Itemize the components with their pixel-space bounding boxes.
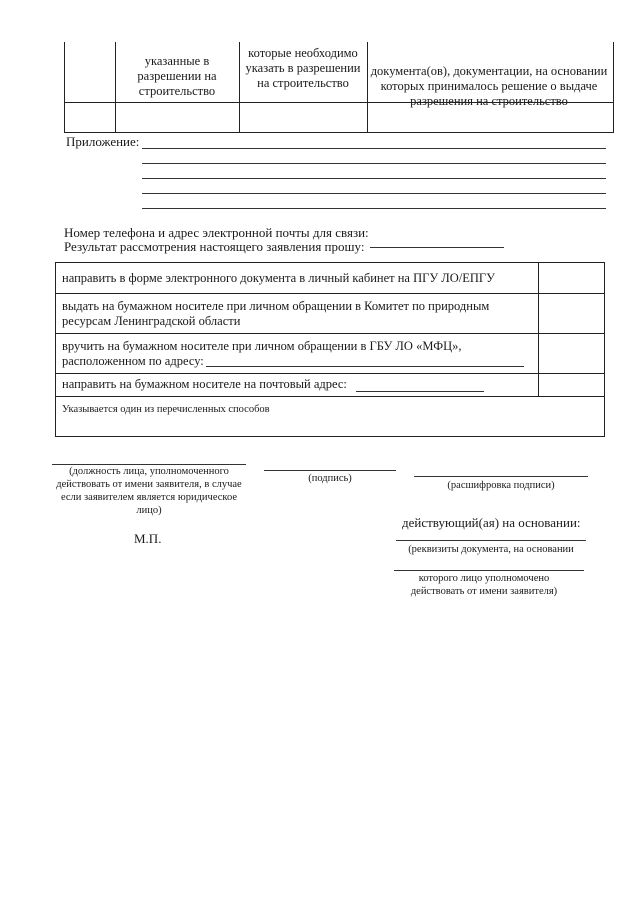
table-row-divider	[65, 102, 613, 103]
signature-line[interactable]	[264, 470, 396, 471]
contact-input-line[interactable]	[370, 247, 504, 248]
attachment-line-2[interactable]	[142, 163, 606, 164]
attachment-line-1[interactable]	[142, 148, 606, 149]
attachment-label: Приложение:	[66, 134, 140, 149]
result-option-row[interactable]	[56, 373, 604, 397]
requisites-line[interactable]	[396, 540, 586, 541]
table-cell-number	[65, 42, 116, 132]
table-cell-current	[115, 42, 240, 132]
position-caption: (должность лица, уполномоченного действовать от имени заявителя, в случае если заявителем является юридическое лицо)	[56, 466, 242, 516]
decode-caption: (расшифровка подписи)	[447, 480, 555, 491]
attachment-line-4[interactable]	[142, 193, 606, 194]
result-note: Указывается один из перечисленных способов	[62, 404, 270, 415]
signature-caption: (подпись)	[308, 473, 352, 484]
attachment-line-5[interactable]	[142, 208, 606, 209]
attachment-line-3[interactable]	[142, 178, 606, 179]
result-option-mfc: вручить на бумажном носителе при личном обращении в ГБУ ЛО «МФЦ», расположенном по адресу:	[62, 339, 462, 368]
table-cell-new	[239, 42, 368, 132]
result-options-table	[55, 262, 605, 437]
result-option-electronic: направить в форме электронного документа в личный кабинет на ПГУ ЛО/ЕПГУ	[62, 271, 496, 285]
result-option-post: направить на бумажном носителе на почтовый адрес:	[62, 377, 347, 391]
stamp-label: М.П.	[134, 531, 162, 546]
table-cell-new-text: которые необходимо указать в разрешении на строительство	[245, 46, 361, 90]
decode-line[interactable]	[414, 476, 588, 477]
requisites-line-2[interactable]	[394, 570, 584, 571]
table-cell-basis	[367, 42, 612, 132]
permit-changes-table	[64, 42, 614, 133]
result-label: Результат рассмотрения настоящего заявления прошу:	[64, 239, 365, 254]
result-option-row[interactable]	[56, 263, 604, 294]
requisites-caption-1: (реквизиты документа, на основании	[408, 544, 574, 555]
result-option-committee: выдать на бумажном носителе при личном обращении в Комитет по природным ресурсам Ленинградской области	[62, 299, 490, 328]
table-cell-basis-text: документа(ов), документации, на основании которых принималось решение о выдаче разрешения на строительство	[370, 64, 608, 108]
mfc-address-line[interactable]	[206, 366, 524, 367]
post-address-line[interactable]	[356, 391, 484, 392]
acting-basis-label: действующий(ая) на основании:	[402, 515, 581, 530]
table-cell-current-text: указанные в разрешении на строительство	[137, 54, 217, 98]
contact-label: Номер телефона и адрес электронной почты для связи:	[64, 225, 369, 240]
requisites-caption-2: которого лицо уполномочено действовать от имени заявителя)	[410, 573, 558, 597]
result-option-row[interactable]	[56, 293, 604, 334]
result-option-row[interactable]	[56, 333, 604, 374]
